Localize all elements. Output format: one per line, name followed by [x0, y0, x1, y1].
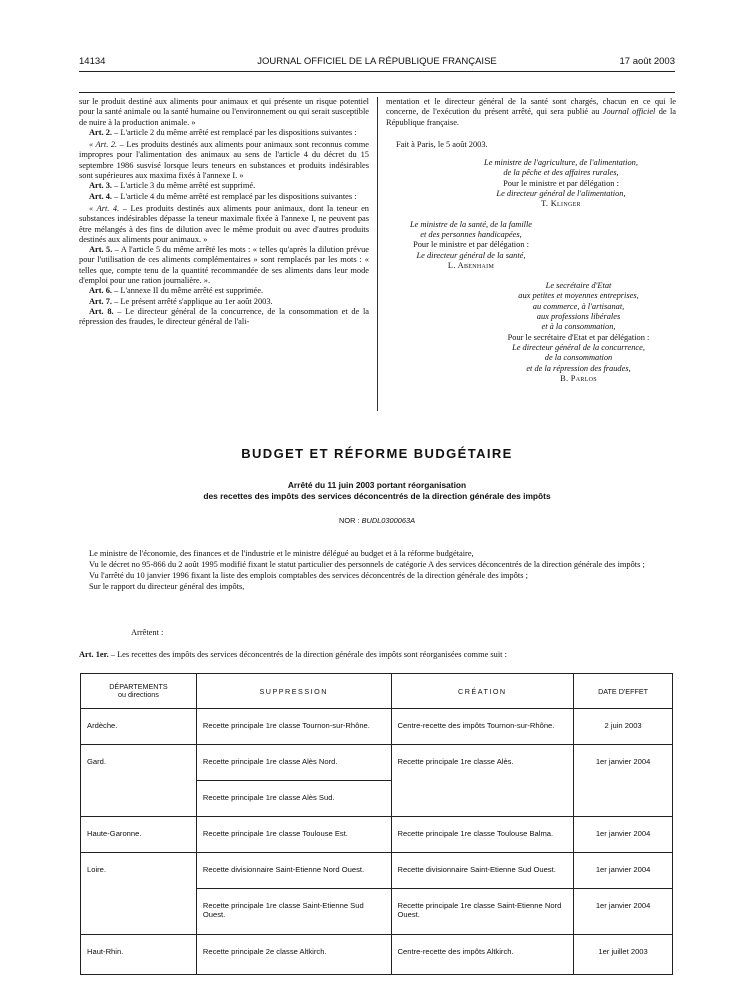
table-header-row: [81, 674, 673, 709]
header-departements: DÉPARTEMENTS ou directions: [81, 674, 197, 709]
cell-departement: Haute-Garonne.: [81, 817, 197, 853]
table-row: [81, 889, 673, 935]
cell-departement: Ardèche.: [81, 709, 197, 745]
cell-date: 1er janvier 2004: [574, 745, 673, 781]
signature-block-sante: Le ministre de la santé, de la famille et des personnes handicapées, Pour le ministre et par délégation : Le directeur général de la santé, L. Abenhaim: [386, 220, 556, 271]
article-5: Art. 5. – A l'article 5 du même arrêté les mots : « telles qu'après la dilution prévue pour l'utilisation de ces aliments complémentaires » sont remplacés par les mots : « telles que, compte tenu de la quantité recommandée de ses aliments dans leur mode d'emploi pour une ration journalière. ».: [79, 245, 369, 286]
article-label: Art. 8.: [89, 306, 114, 316]
cell-suppression: Recette principale 1re classe Toulouse Est.: [196, 817, 391, 853]
article-label: Art. 7.: [89, 296, 113, 306]
cell-departement: Loire.: [81, 853, 197, 889]
cell-creation: Recette principale 1re classe Saint-Etienne Nord Ouest.: [391, 889, 574, 935]
table-row: [81, 745, 673, 781]
cell-date: [574, 781, 673, 817]
header-rule: [79, 71, 675, 72]
cell-creation: [391, 781, 574, 817]
article-4: Art. 4. – L'article 4 du même arrêté est remplacé par les dispositions suivantes :: [89, 191, 357, 201]
article-7: Art. 7. – Le présent arrêté s'applique au 1er août 2003.: [89, 296, 273, 306]
visa-arrete: Vu l'arrêté du 10 janvier 1996 fixant la liste des emplois comptables des services déconcentrés de la direction générale des impôts ;: [89, 571, 528, 580]
cell-suppression: Recette principale 1re classe Alès Nord.: [196, 745, 391, 781]
header-date-effet: DATE D'EFFET: [574, 674, 673, 709]
cell-creation: Recette divisionnaire Saint-Etienne Sud Ouest.: [391, 853, 574, 889]
continued-paragraph: mentation et le directeur général de la santé sont chargés, chacun en ce qui le concerne, de l'exécution du présent arrêté, qui sera publié au Journal officiel de la République française.: [386, 97, 677, 127]
visa-rapport: Sur le rapport du directeur général des impôts,: [89, 582, 245, 591]
continued-paragraph: sur le produit destiné aux aliments pour animaux et qui présente un risque potentiel pour la santé animale ou la santé humaine ou l'environnement ou qui serait susceptible de nuire à la production animale. »: [79, 97, 369, 127]
article-8: Art. 8. – Le directeur général de la concurrence, de la consommation et de la répression des fraudes, le directeur général de l'ali-: [79, 306, 369, 327]
arretent: Arrêtent :: [131, 628, 164, 637]
fait-a-paris: Fait à Paris, le 5 août 2003.: [396, 139, 488, 149]
cell-suppression: Recette divisionnaire Saint-Etienne Nord Ouest.: [196, 853, 391, 889]
article-4-quote: « Art. 4. – Les produits destinés aux aliments pour animaux, dont la teneur en substances indésirables dépasse la teneur maximale fixée à l'annexe I, ne peuvent pas être mélangés à des fins de dilution avec le même produit ou avec d'autres produits destinés aux aliments pour animaux. »: [79, 203, 369, 244]
cell-departement: Gard.: [81, 745, 197, 781]
recettes-table: [80, 673, 673, 975]
header-creation: CRÉATION: [391, 674, 574, 709]
cell-suppression: Recette principale 1re classe Saint-Etienne Sud Ouest.: [196, 889, 391, 935]
signatory-name: L. Abenhaim: [447, 260, 495, 270]
article-6: Art. 6. – L'annexe II du même arrêté est supprimée.: [89, 286, 264, 296]
cell-date: 2 juin 2003: [574, 709, 673, 745]
signature-block-agriculture: Le ministre de l'agriculture, de l'alimentation, de la pêche et des affaires rurales, Pour le ministre et par délégation : Le directeur général de l'alimentation, T. Klinger: [446, 158, 676, 209]
arrete-title-line1: Arrêté du 11 juin 2003 portant réorganisation: [287, 480, 467, 490]
page-header: [79, 56, 675, 70]
right-column: [386, 97, 676, 384]
column-divider: [377, 97, 378, 411]
cell-creation: Recette principale 1re classe Alès.: [391, 745, 574, 781]
article-2: Art. 2. – L'article 2 du même arrêté est remplacé par les dispositions suivantes :: [89, 127, 357, 137]
cell-date: 1er janvier 2004: [574, 889, 673, 935]
table-row: [81, 709, 673, 745]
cell-departement: Haut-Rhin.: [81, 935, 197, 975]
table-row: [81, 781, 673, 817]
article-label: Art. 3.: [89, 181, 113, 191]
cell-suppression: Recette principale 1re classe Alès Sud.: [196, 781, 391, 817]
signatory-name: B. Parlos: [560, 373, 597, 383]
article-3: Art. 3. – L'article 3 du même arrêté est supprimé.: [89, 181, 256, 191]
article-label: Art. 5.: [89, 245, 113, 255]
cell-suppression: Recette principale 2e classe Altkirch.: [196, 935, 391, 975]
article-2-quote: « Art. 2. – Les produits destinés aux aliments pour animaux sont reconnus comme impropres pour l'alimentation des animaux au sens de l'article 4 du décret du 15 septembre 1986 susvisé lorsque leurs teneurs en substances et produits indésirables sont supérieures aux maxima fixés à l'annexe I. »: [79, 140, 369, 181]
article-label: Art. 1er.: [79, 650, 109, 659]
signatory-name: T. Klinger: [541, 199, 581, 209]
visa-ministers: Le ministre de l'économie, des finances et de l'industrie et le ministre délégué au budget et à la réforme budgétaire,: [89, 549, 474, 558]
arrete-title-line2: des recettes des impôts des services déconcentrés de la direction générale des impôts: [203, 491, 551, 501]
issue-date: 17 août 2003: [619, 56, 675, 67]
cell-date: 1er janvier 2004: [574, 853, 673, 889]
cell-creation: Centre-recette des impôts Tournon-sur-Rhône.: [391, 709, 574, 745]
table-row: [81, 935, 673, 975]
journal-title: JOURNAL OFFICIEL DE LA RÉPUBLIQUE FRANÇAISE: [257, 56, 497, 67]
header-suppression: SUPPRESSION: [196, 674, 391, 709]
cell-departement: [81, 889, 197, 935]
page-number: 14134: [79, 56, 106, 67]
table-row: [81, 817, 673, 853]
table-row: [81, 853, 673, 889]
nor-reference: NOR : BUDL0300063A: [338, 516, 415, 525]
article-label: Art. 4.: [89, 191, 113, 201]
cell-creation: Centre-recette des impôts Altkirch.: [391, 935, 574, 975]
cell-date: 1er janvier 2004: [574, 817, 673, 853]
article-label: Art. 6.: [89, 286, 113, 296]
column-top-rule: [79, 92, 675, 93]
cell-date: 1er juillet 2003: [574, 935, 673, 975]
left-column: [79, 97, 369, 328]
article-1: Art. 1er. – Les recettes des impôts des services déconcentrés de la direction générale des impôts sont réorganisées comme suit :: [79, 650, 507, 659]
cell-departement: [81, 781, 197, 817]
cell-creation: Recette principale 1re classe Toulouse Balma.: [391, 817, 574, 853]
article-label: Art. 2.: [89, 127, 113, 137]
cell-suppression: Recette principale 1re classe Tournon-sur-Rhône.: [196, 709, 391, 745]
signature-block-consommation: Le secrétaire d'Etat aux petites et moyennes entreprises, au commerce, à l'artisanat, aux professions libérales et à la consommation, Pour le secrétaire d'Etat et par délégation : Le directeur général de la concurrence, de la consommation et de la répression des fraudes, B. Parlos: [481, 281, 676, 384]
visa-decret: Vu le décret no 95-866 du 2 août 1995 modifié fixant le statut particulier des personnels de catégorie A des services déconcentrés de la direction générale des impôts ;: [89, 560, 645, 569]
visas: [79, 548, 675, 592]
section-title: BUDGET ET RÉFORME BUDGÉTAIRE: [241, 446, 513, 461]
